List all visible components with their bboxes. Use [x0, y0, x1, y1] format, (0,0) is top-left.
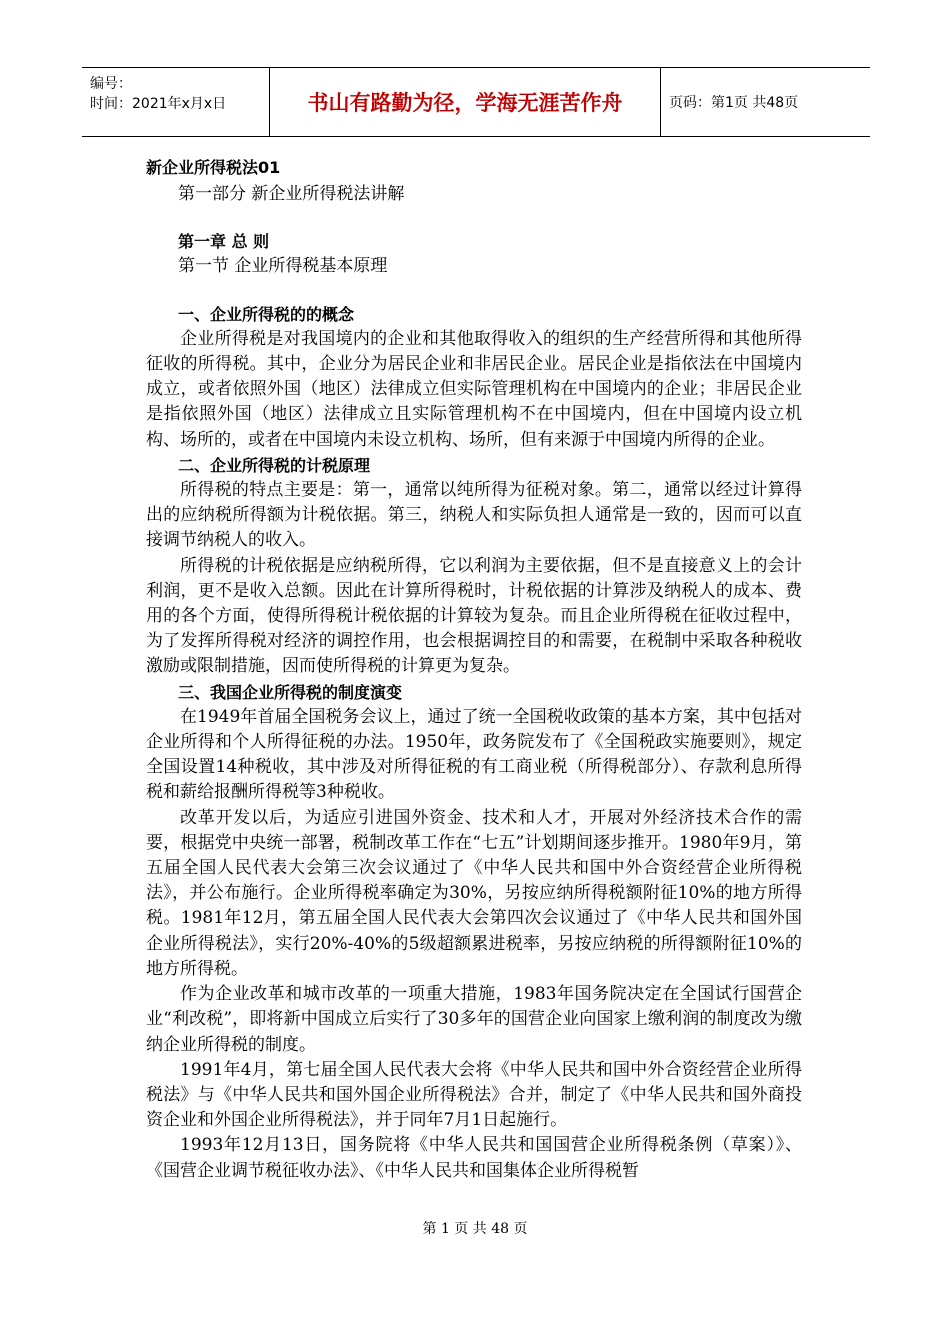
chapter-heading: 第一章 总 则 — [178, 232, 270, 252]
paragraph: 企业所得税是对我国境内的企业和其他取得收入的组织的生产经营所得和其他所得征收的所得税。其中，企业分为居民企业和非居民企业。居民企业是指依法在中国境内成立，或者依照外国（地区）法律成立但实际管理机构在中国境内的企业；非居民企业是指依照外国（地区）法律成立且实际管理机构不在中国境内，但在中国境内设立机构、场所的，或者在中国境内未设立机构、场所，但有来源于中国境内所得的企业。 — [146, 328, 802, 450]
section-heading: 第一节 企业所得税基本原理 — [178, 256, 388, 277]
doc-title: 新企业所得税法01 — [146, 158, 281, 177]
page-footer: 第 1 页 共 48 页 — [422, 1221, 528, 1237]
document-body — [146, 156, 802, 1184]
paragraph: 在1949年首届全国税务会议上，通过了统一全国税收政策的基本方案，其中包括对企业所得和个人所得征税的办法。1950年，政务院发布了《全国税政实施要则》，规定全国设置14种税收，其中涉及对所得征税的有工商业税（所得税部分）、存款利息所得税和薪给报酬所得税等3种税收。 — [146, 706, 802, 803]
paragraph: 1991年4月，第七届全国人民代表大会将《中华人民共和国中外合资经营企业所得税法》与《中华人民共和国外国企业所得税法》合并，制定了《中华人民共和国外商投资企业和外国企业所得税法》，并于同年7月1日起施行。 — [146, 1059, 802, 1131]
date-label: 时间：2021年x月x日 — [90, 96, 227, 112]
doc-part: 第一部分 新企业所得税法讲解 — [178, 184, 405, 204]
page-header — [82, 67, 870, 137]
header-motto: 书山有路勤为径，学海无涯苦作舟 — [270, 68, 661, 136]
header-meta — [82, 68, 270, 136]
paragraph: 作为企业改革和城市改革的一项重大措施，1983年国务院决定在全国试行国营企业“利改税”，即将新中国成立后实行了30多年的国营企业向国家上缴利润的制度改为缴纳企业所得税的制度。 — [146, 984, 802, 1055]
heading-1: 一、企业所得税的的概念 — [178, 304, 355, 324]
heading-3: 三、我国企业所得税的制度演变 — [178, 682, 403, 702]
paragraph: 所得税的特点主要是：第一，通常以纯所得为征税对象。第二，通常以经过计算得出的应纳税所得额为计税依据。第三，纳税人和实际负担人通常是一致的，因而可以直接调节纳税人的收入。 — [146, 480, 802, 551]
paragraph: 所得税的计税依据是应纳税所得，它以利润为主要依据，但不是直接意义上的会计利润，更不是收入总额。因此在计算所得税时，计税依据的计算涉及纳税人的成本、费用的各个方面，使得所得税计税依据的计算较为复杂。而且企业所得税在征收过程中，为了发挥所得税对经济的调控作用，也会根据调控目的和需要，在税制中采取各种税收激励或限制措施，因而使所得税的计算更为复杂。 — [146, 555, 802, 677]
heading-2: 二、企业所得税的计税原理 — [178, 455, 371, 475]
header-page-info: 页码：第1页 共48页 — [669, 95, 799, 111]
paragraph: 改革开发以后，为适应引进国外资金、技术和人才，开展对外经济技术合作的需要，根据党中央统一部署，税制改革工作在“七五”计划期间逐步推开。1980年9月，第五届全国人民代表大会第三次会议通过了《中华人民共和国中外合资经营企业所得税法》，并公布施行。企业所得税率确定为30%，另按应纳所得税额附征10%的地方所得税。1981年12月，第五届全国人民代表大会第四次会议通过了《中华人民共和国外国企业所得税法》，实行20%-40%的5级超额累进税率，另按应纳税的所得额附征10%的地方所得税。 — [146, 807, 802, 979]
paragraph: 1993年12月13日，国务院将《中华人民共和国国营企业所得税条例（草案）》、《国营企业调节税征收办法》、《中华人民共和国集体企业所得税暂 — [146, 1135, 802, 1181]
number-label: 编号： — [90, 76, 132, 92]
